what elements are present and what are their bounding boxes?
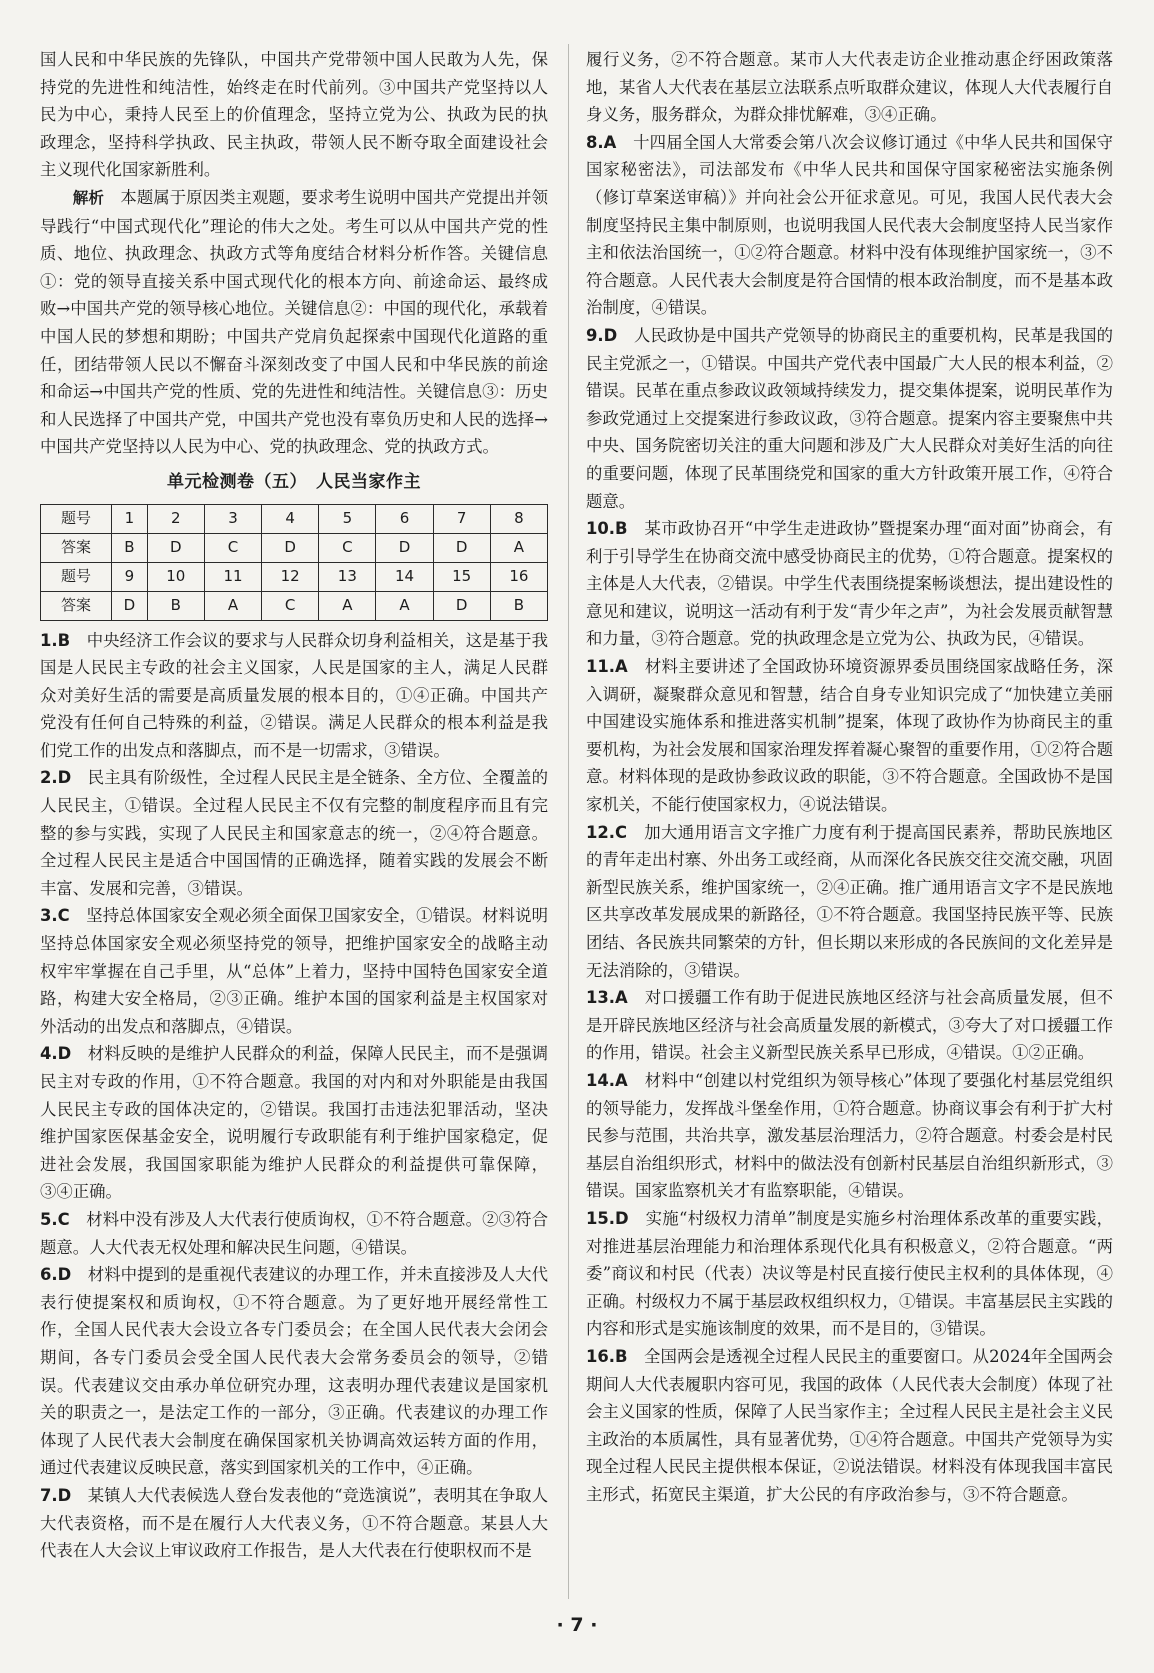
answer-cell: A — [490, 533, 547, 562]
answer-number: 11.A — [586, 657, 628, 677]
answer-number: 14.A — [586, 1070, 628, 1090]
intro-paragraph: 国人民和中华民族的先锋队，中国共产党带领中国人民敢为人先，保持党的先进性和纯洁性，始终走在时代前列。③中国共产党坚持以人民为中心，秉持人民至上的价值理念，坚持立党为公、执政为民的执政理念，坚持科学执政、民主执政，带领人民不断夺取全面建设社会主义现代化国家新胜利。 — [40, 50, 548, 180]
answer-number: 16.B — [586, 1346, 628, 1366]
question-number: 4 — [262, 504, 319, 533]
answer-number: 12.C — [586, 822, 628, 842]
answer-number: 2.D — [40, 768, 72, 788]
question-number: 5 — [319, 504, 376, 533]
question-number: 12 — [262, 562, 319, 591]
row-label: 题号 — [41, 504, 112, 533]
table-row-answers-1 — [41, 533, 548, 562]
answer-item — [40, 627, 548, 765]
answer-cell: D — [433, 533, 490, 562]
answer-number: 15.D — [586, 1208, 629, 1228]
table-row-questions-1 — [41, 504, 548, 533]
answer-number: 13.A — [586, 988, 628, 1008]
answer-number: 1.B — [40, 630, 71, 650]
answer-explanation: 民主具有阶级性，全过程人民民主是全链条、全方位、全覆盖的人民民主，①错误。全过程人民民主不仅有完整的制度程序而且有完整的参与实践，实现了人民民主和国家意志的统一，②④符合题意。全过程人民民主是适合中国国情的正确选择，随着实践的发展会不断丰富、发展和完善，③错误。 — [40, 768, 549, 898]
answer-cell: A — [319, 591, 376, 620]
answer-number: 4.D — [40, 1044, 72, 1064]
answer-number: 9.D — [586, 325, 618, 345]
answer-number: 3.C — [40, 906, 70, 926]
answer-item — [586, 819, 1113, 985]
answer-item — [40, 902, 548, 1040]
answer-explanation: 全国两会是透视全过程人民民主的重要窗口。从2024年全国两会期间人大代表履职内容可见，我国的政体（人民代表大会制度）体现了社会主义国家的性质，保障了人民当家作主；全过程人民民主是社会主义民主政治的本质属性，具有显著优势，①④符合题意。中国共产党领导为实现全过程人民民主提供根本保证，②说法错误。材料没有体现我国丰富民主形式，拓宽民主渠道，扩大公民的有序政治参与，③不符合题意。 — [586, 1346, 1114, 1504]
answer-cell: C — [262, 591, 319, 620]
answer-number: 6.D — [40, 1265, 72, 1285]
answer-number: 8.A — [586, 132, 617, 152]
question-number: 16 — [490, 562, 547, 591]
answer-explanation: 材料中“创建以村党组织为领导核心”体现了要强化村基层党组织的领导能力，发挥战斗堡垒作用，①符合题意。协商议事会有利于扩大村民参与范围，共治共享，激发基层治理活力，②符合题意。村委会是村民基层自治组织形式，材料中的做法没有创新村民基层自治组织新形式，③错误。国家监察机关才有监察职能，④错误。 — [586, 1070, 1113, 1201]
answer-explanation: 材料中没有涉及人大代表行使质询权，①不符合题意。②③符合题意。人大代表无权处理和解决民生问题，④错误。 — [40, 1209, 549, 1257]
answer-cell: D — [112, 591, 148, 620]
right-column — [586, 46, 1113, 1508]
question-number: 8 — [490, 504, 547, 533]
answer-cell: C — [319, 533, 376, 562]
answer-item — [40, 1482, 548, 1565]
answer-number: 7.D — [40, 1485, 72, 1505]
answer-explanation: 加大通用语言文字推广力度有利于提高国民素养，帮助民族地区的青年走出村寨、外出务工或经商，从而深化各民族交往交流交融，巩固新型民族关系，维护国家统一，②④正确。推广通用语言文字不是民族地区共享改革发展成果的新路径，①不符合题意。我国坚持民族平等、民族团结、各民族共同繁荣的方针，但长期以来形成的各民族间的文化差异是无法消除的，③错误。 — [586, 822, 1114, 980]
answer-number: 5.C — [40, 1209, 70, 1229]
row-label: 答案 — [41, 591, 112, 620]
question-number: 6 — [376, 504, 433, 533]
answer-cell: A — [376, 591, 433, 620]
answer-item — [586, 1067, 1113, 1205]
answer-explanation: 某市政协召开“中学生走进政协”暨提案办理“面对面”协商会，有利于引导学生在协商交流中感受协商民主的优势，①符合题意。提案权的主体是人大代表，②错误。中学生代表围绕提案畅谈想法，提出建设性的意见和建议，说明这一活动有利于发“青少年之声”，为社会发展贡献智慧和力量，③符合题意。党的执政理念是立党为公、执政为民，④错误。 — [586, 519, 1113, 649]
answer-explanation: 坚持总体国家安全观必须全面保卫国家安全，①错误。材料说明坚持总体国家安全观必须坚持党的领导，把维护国家安全的战略主动权牢牢掌握在自己手里，从“总体”上着力，坚持中国特色国家安全道路，构建大安全格局，②③正确。维护本国的国家利益是主权国家对外活动的出发点和落脚点，④错误。 — [40, 906, 549, 1036]
answer-cell: B — [147, 591, 204, 620]
answer-explanation: 材料中提到的是重视代表建议的办理工作，并未直接涉及人大代表行使提案权和质询权，①不符合题意。为了更好地开展经常性工作，全国人民代表大会设立各专门委员会；在全国人民代表大会闭会期间，各专门委员会受全国人民代表大会常务委员会的领导，②错误。代表建议交由承办单位研究办理，这表明办理代表建议是国家机关的职责之一，是法定工作的一部分，③正确。代表建议的办理工作体现了人民代表大会制度在确保国家机关协调高效运转方面的作用，通过代表建议反映民意，落实到国家机关的工作中，④正确。 — [40, 1265, 549, 1478]
table-row-questions-2 — [41, 562, 548, 591]
question-number: 7 — [433, 504, 490, 533]
answer-cell: D — [147, 533, 204, 562]
analysis-label: 解析 — [72, 188, 104, 207]
analysis-text: 本题属于原因类主观题，要求考生说明中国共产党提出并领导践行“中国式现代化”理论的伟大之处。考生可以从中国共产党的性质、地位、执政理念、执政方式等角度结合材料分析作答。关键信息①：党的领导直接关系中国式现代化的根本方向、前途命运、最终成败→中国共产党的领导核心地位。关键信息②：中国的现代化，承载着中国人民的梦想和期盼；中国共产党肩负起探索中国现代化道路的重任，团结带领人民以不懈奋斗深刻改变了中国人民和中华民族的前途和命运→中国共产党的性质、党的先进性和纯洁性。关键信息③：历史和人民选择了中国共产党，中国共产党也没有辜负历史和人民的选择→中国共产党坚持以人民为中心、党的执政理念、党的执政方式。 — [40, 187, 548, 457]
continued-paragraph: 履行义务，②不符合题意。某市人大代表走访企业推动惠企纾困政策落地，某省人大代表在基层立法联系点听取群众建议，体现人大代表履行自身义务，服务群众，为群众排忧解难，③④正确。 — [586, 50, 1113, 125]
table-row-answers-2 — [41, 591, 548, 620]
answer-cell: D — [262, 533, 319, 562]
question-number: 15 — [433, 562, 490, 591]
answer-item — [586, 515, 1113, 653]
answer-cell: B — [112, 533, 148, 562]
answer-item — [40, 1261, 548, 1482]
answer-cell: A — [204, 591, 261, 620]
answer-item — [40, 1040, 548, 1206]
answer-explanation: 实施“村级权力清单”制度是实施乡村治理体系改革的重要实践，对推进基层治理能力和治理体系现代化具有积极意义，②符合题意。“两委”商议和村民（代表）决议等是村民直接行使民主权利的具体体现，④正确。村级权力不属于基层政权组织权力，①错误。丰富基层民主实践的内容和形式是实施该制度的效果，而不是目的，③错误。 — [586, 1208, 1113, 1339]
answer-item — [586, 129, 1113, 322]
answer-explanation: 人民政协是中国共产党领导的协商民主的重要机构，民革是我国的民主党派之一，①错误。中国共产党代表中国最广大人民的根本利益，②错误。民革在重点参政议政领域持续发力，提交集体提案，说明民革作为参政党通过上交提案进行参政议政，③符合题意。提案内容主要聚焦中共中央、国务院密切关注的重大问题和涉及广大人民群众对美好生活的向往的重要问题，体现了民革围绕党和国家的重大方针政策开展工作，④符合题意。 — [586, 325, 1114, 511]
question-number: 14 — [376, 562, 433, 591]
answer-item — [40, 764, 548, 902]
answer-table — [40, 504, 548, 621]
analysis-paragraph — [40, 184, 548, 461]
answer-explanation: 材料反映的是维护人民群众的利益，保障人民民主，而不是强调民主对专政的作用，①不符合题意。我国的对内和对外职能是由我国人民民主专政的国体决定的，②错误。我国打击违法犯罪活动，坚决维护国家医保基金安全，说明履行专政职能有利于维护国家稳定，促进社会发展，我国国家职能为维护人民群众的利益提供可靠保障，③④正确。 — [40, 1044, 549, 1202]
answer-number: 10.B — [586, 519, 628, 539]
question-number: 2 — [147, 504, 204, 533]
answer-item — [40, 1206, 548, 1261]
answer-cell: B — [490, 591, 547, 620]
answer-cell: C — [204, 533, 261, 562]
question-number: 13 — [319, 562, 376, 591]
answer-cell: D — [433, 591, 490, 620]
answer-item — [586, 653, 1113, 819]
question-number: 11 — [204, 562, 261, 591]
column-divider — [568, 44, 569, 1599]
question-number: 9 — [112, 562, 148, 591]
answer-item — [586, 984, 1113, 1067]
answer-explanation: 某镇人大代表候选人登台发表他的“竞选演说”，表明其在争取人大代表资格，而不是在履行人大代表义务，①不符合题意。某县人大代表在人大会议上审议政府工作报告，是人大代表在行使职权而不是 — [40, 1485, 548, 1561]
answer-explanation: 中央经济工作会议的要求与人民群众切身利益相关，这是基于我国是人民民主专政的社会主义国家，人民是国家的主人，满足人民群众对美好生活的需要是高质量发展的根本目的，①④正确。中国共产党没有任何自己特殊的利益，②错误。满足人民群众的根本利益是我们党工作的出发点和落脚点，而不是一切需求，③错误。 — [40, 630, 549, 760]
answer-item — [586, 1343, 1113, 1509]
row-label: 答案 — [41, 533, 112, 562]
row-label: 题号 — [41, 562, 112, 591]
question-number: 3 — [204, 504, 261, 533]
section-title: 单元检测卷（五） 人民当家作主 — [167, 471, 421, 492]
answer-explanation: 十四届全国人大常委会第八次会议修订通过《中华人民共和国保守国家秘密法》，司法部发布《中华人民共和国保守国家秘密法实施条例（修订草案送审稿）》并向社会公开征求意见。可见，我国人民代表大会制度坚持民主集中制原则，也说明我国人民代表大会制度坚持人民当家作主和依法治国统一，①②符合题意。材料中没有体现维护国家统一，③不符合题意。人民代表大会制度是符合国情的根本政治制度，而不是基本政治制度，④错误。 — [586, 132, 1114, 318]
left-column — [40, 46, 548, 1565]
answer-cell: D — [376, 533, 433, 562]
answer-explanation: 对口援疆工作有助于促进民族地区经济与社会高质量发展，但不是开辟民族地区经济与社会高质量发展的新模式，③夸大了对口援疆工作的作用，错误。社会主义新型民族关系早已形成，④错误。①②正确。 — [586, 988, 1114, 1063]
question-number: 1 — [112, 504, 148, 533]
answer-explanation: 材料主要讲述了全国政协环境资源界委员围绕国家战略任务，深入调研，凝聚群众意见和智慧，结合自身专业知识完成了“加快建立美丽中国建设实施体系和推进落实机制”提案，体现了政协作为协商民主的重要机构，为社会发展和国家治理发挥着凝心聚智的重要作用，①②符合题意。材料体现的是政协参政议政的职能，③不符合题意。全国政协不是国家机关，不能行使国家权力，④说法错误。 — [586, 657, 1114, 815]
answer-item — [586, 1205, 1113, 1343]
page-number: · 7 · — [556, 1614, 598, 1636]
answer-item — [586, 322, 1113, 515]
question-number: 10 — [147, 562, 204, 591]
